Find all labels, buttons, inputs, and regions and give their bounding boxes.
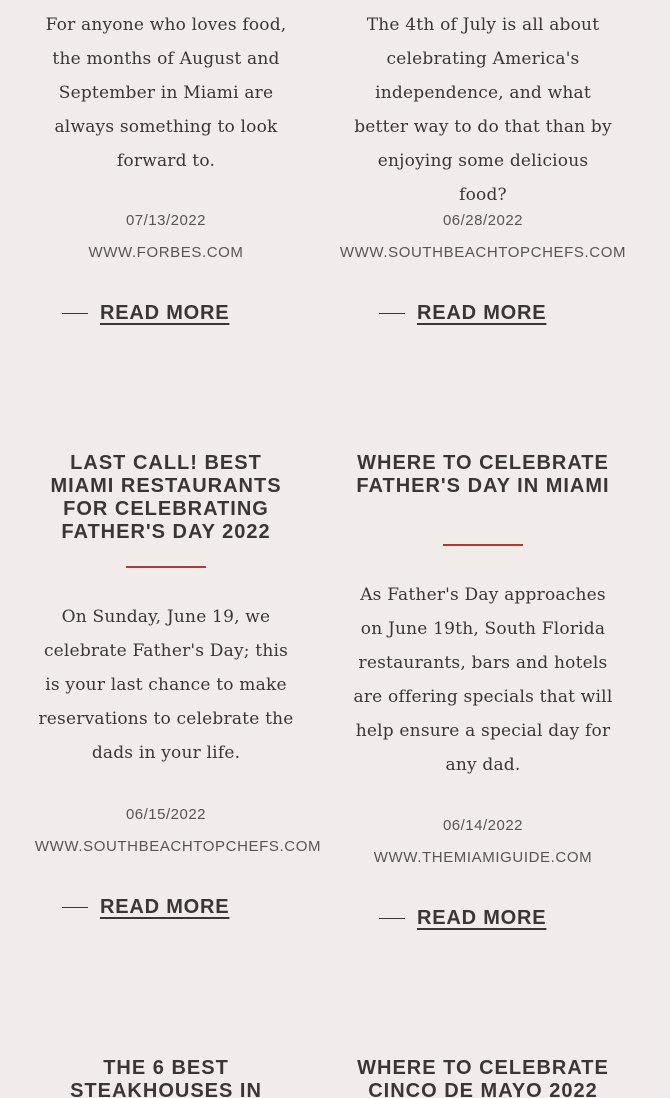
article-date: 07/13/2022 [125, 212, 207, 229]
article-card [16, 452, 322, 932]
dash-icon [62, 313, 88, 315]
article-source: WWW.SOUTHBEACHTOPCHEFS.COM [34, 838, 322, 855]
title-divider [443, 544, 523, 546]
article-excerpt: On Sunday, June 19, we celebrate Father's Day; this is your last chance to make reservations to celebrate the dads in your life. [38, 607, 294, 763]
article-excerpt: As Father's Day approaches on June 19th, South Florida restaurants, bars and hotels are offering specials that will help ensure a special day for any dad. [353, 585, 613, 775]
read-more-link[interactable] [379, 907, 546, 930]
article-date: 06/28/2022 [442, 212, 524, 229]
article-card [16, 0, 316, 340]
article-card [333, 1057, 633, 1098]
article-title[interactable]: WHERE TO CELEBRATE FATHER'S DAY IN MIAMI [356, 452, 610, 497]
title-divider [126, 566, 206, 568]
article-title[interactable]: THE 6 BEST STEAKHOUSES IN [70, 1057, 262, 1098]
read-more-label[interactable]: READ MORE [417, 907, 547, 929]
read-more-link[interactable] [62, 302, 229, 325]
article-title[interactable]: LAST CALL! BEST MIAMI RESTAURANTS FOR CELEBRATING FATHER'S DAY 2022 [50, 452, 282, 543]
article-excerpt: For anyone who loves food, the months of August and September in Miami are always something to look forward to. [45, 15, 287, 171]
dash-icon [62, 907, 88, 909]
article-source: WWW.FORBES.COM [88, 244, 244, 261]
article-excerpt: The 4th of July is all about celebrating America's independence, and what better way to do that than by enjoying some delicious food? [354, 15, 612, 205]
read-more-label[interactable]: READ MORE [100, 896, 230, 918]
article-card [16, 1057, 316, 1098]
article-source: WWW.THEMIAMIGUIDE.COM [373, 849, 593, 866]
dash-icon [379, 918, 405, 920]
read-more-label[interactable]: READ MORE [417, 302, 547, 324]
dash-icon [379, 313, 405, 315]
article-source: WWW.SOUTHBEACHTOPCHEFS.COM [339, 244, 627, 261]
article-date: 06/15/2022 [125, 806, 207, 823]
article-card [333, 0, 633, 340]
read-more-link[interactable] [62, 896, 229, 919]
read-more-link[interactable] [379, 302, 546, 325]
article-date: 06/14/2022 [442, 817, 524, 834]
article-title[interactable]: WHERE TO CELEBRATE CINCO DE MAYO 2022 [357, 1057, 609, 1098]
article-card [333, 452, 633, 942]
read-more-label[interactable]: READ MORE [100, 302, 230, 324]
